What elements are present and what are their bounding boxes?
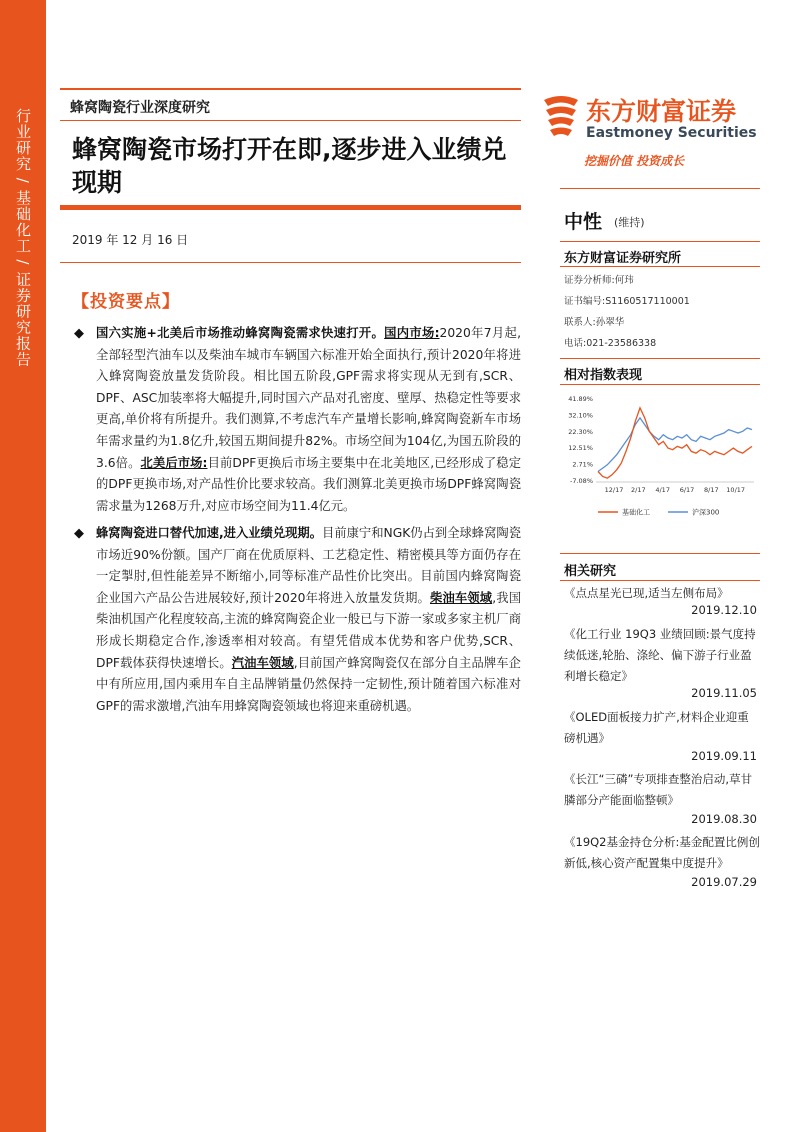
bullet-body <box>74 323 521 517</box>
brand-mark-icon <box>540 94 582 142</box>
series-line <box>598 408 752 478</box>
bullet-text: 目前DPF更换后市场主要集中在北美地区,已经形成了稳定的DPF更换市场,对产品性价比要求较高。我们测算北美更换市场DPF蜂窝陶瓷需求量为1268万升,对应市场空间为11.4亿元。 <box>96 455 521 513</box>
y-tick-label: -7.08% <box>570 477 593 485</box>
bullet-subhead: 汽油车领域 <box>231 655 294 670</box>
bullet-2 <box>74 523 521 717</box>
related-item-title: 《19Q2基金持仓分析:基金配置比例创新低,核心资产配置集中度提升》 <box>564 835 760 870</box>
bullet-subhead: 柴油车领域 <box>430 590 493 605</box>
cert-number: 证书编号:S1160517110001 <box>564 296 690 307</box>
x-tick-label: 6/17 <box>679 486 695 494</box>
x-tick-label: 12/17 <box>604 486 624 494</box>
header-divider <box>60 120 521 121</box>
related-item-title: 《化工行业 19Q3 业绩回顾:景气度持续低迷,轮胎、涤纶、偏下游子行业盈利增长稳定》 <box>564 627 756 683</box>
sidebar-text: 行业研究 / 基础化工 / 证券研究报告 <box>14 108 32 368</box>
brand-name-en: Eastmoney Securities <box>586 125 757 141</box>
y-tick-label: 12.51% <box>568 444 593 453</box>
bullet-subhead: 北美后市场: <box>140 455 208 470</box>
related-item-date: 2019.12.10 <box>691 603 757 617</box>
bullet-text: 目前康宁和NGK仍占到全球蜂窝陶瓷市场近90%份额。国产厂商在优质原料、工艺稳定性、精密模具等方面仍存在一定掣肘,但性能差异不断缩小,同等标准产品性价比突出。目前国内蜂窝陶瓷企业国六产品公告进展较好,预计2020年将进入放量发货期。 <box>96 526 521 605</box>
report-series: 蜂窝陶瓷行业深度研究 <box>70 100 210 116</box>
bullet-text: ,目前国产蜂窝陶瓷仅在部分自主品牌车企中有所应用,国内乘用车自主品牌销量仍然保持一定韧性,预计随着国六标准对GPF的需求激增,汽油车用蜂窝陶瓷领域也将迎来重磅机遇。 <box>96 655 521 713</box>
right-divider <box>560 384 760 385</box>
report-date: 2019 年 12 月 16 日 <box>72 233 189 247</box>
y-tick-label: 41.89% <box>568 395 593 403</box>
institute-name: 东方财富证券研究所 <box>564 251 682 266</box>
contact: 联系人:孙翠华 <box>564 317 625 328</box>
brand-name-cn: 东方财富证券 <box>586 97 737 126</box>
brand-slogan: 挖掘价值 投资成长 <box>584 154 685 168</box>
header-top-line <box>60 88 521 90</box>
section-title: 【投资要点】 <box>72 292 180 312</box>
related-item-date: 2019.09.11 <box>691 749 757 763</box>
right-divider <box>560 241 760 242</box>
x-tick-label: 8/17 <box>704 486 719 494</box>
related-section-title: 相关研究 <box>564 564 617 579</box>
related-item-date: 2019.11.05 <box>691 686 757 700</box>
y-tick-label: 2.71% <box>572 460 593 469</box>
x-tick-label: 10/17 <box>726 486 746 494</box>
diamond-icon: ◆ <box>74 526 84 541</box>
x-tick-label: 4/17 <box>655 486 670 494</box>
right-divider <box>560 188 760 189</box>
x-tick-label: 2/17 <box>631 486 646 494</box>
bullet-subhead: 国内市场: <box>384 326 440 340</box>
y-tick-label: 22.30% <box>568 427 593 436</box>
bullet-lead: 蜂窝陶瓷进口替代加速,进入业绩兑现期。 <box>96 526 323 540</box>
related-item-date: 2019.08.30 <box>691 812 757 826</box>
legend-label: 沪深300 <box>692 508 720 517</box>
page-title: 蜂窝陶瓷市场打开在即,逐步进入业绩兑现期 <box>72 135 507 197</box>
related-item-date: 2019.07.29 <box>691 875 757 889</box>
diamond-icon: ◆ <box>74 326 84 341</box>
right-divider <box>560 580 760 581</box>
related-item-title: 《点点星光已现,适当左侧布局》 <box>564 586 729 600</box>
bullet-text: ,我国柴油机国产化程度较高,主流的蜂窝陶瓷企业一般已与下游一家或多家主机厂商形成长期稳定合作,渗透率相对较高。有望凭借成本优势和客户优势,SCR、DPF载体获得快速增长。 <box>96 590 521 670</box>
rating-note: (维持) <box>614 216 645 229</box>
bullet-lead: 国六实施+北美后市场推动蜂窝陶瓷需求快速打开。 <box>96 326 385 340</box>
analyst: 证券分析师:何玮 <box>564 275 634 286</box>
related-item-title: 《OLED面板接力扩产,材料企业迎重磅机遇》 <box>564 710 749 745</box>
brand-logo <box>540 92 757 152</box>
phone: 电话:021-23586338 <box>564 338 657 349</box>
title-bar <box>60 205 521 210</box>
relative-index-chart <box>560 388 760 523</box>
chart-section-title: 相对指数表现 <box>564 368 643 383</box>
y-tick-label: 32.10% <box>568 411 593 420</box>
right-divider <box>560 358 760 359</box>
sidebar <box>0 0 46 1132</box>
bullet-1 <box>74 323 521 517</box>
bullet-body <box>74 523 521 717</box>
related-item-title: 《长江“三磷”专项排查整治启动,草甘膦部分产能面临整顿》 <box>564 772 753 807</box>
right-divider <box>560 266 760 267</box>
rating-value: 中性 <box>564 211 603 233</box>
date-divider <box>60 262 521 263</box>
bullet-text: 2020年7月起,全部轻型汽油车以及柴油车城市车辆国六标准开始全面执行,预计2020年将进入蜂窝陶瓷放量发货阶段。相比国五阶段,GPF需求将实现从无到有,SCR、DPF、ASC加装率将大幅提升,同时国六产品对孔密度、壁厚、热稳定性等要求更高,单价将有所提升。我们测算,不考虑汽车产量增长影响,蜂窝陶瓷新车市场年需求量约为1.8亿升,较国五期间提升82%。市场空间为104亿,为国五阶段的3.6倍。 <box>96 326 521 470</box>
legend-label: 基础化工 <box>622 508 650 517</box>
right-divider <box>560 553 760 554</box>
